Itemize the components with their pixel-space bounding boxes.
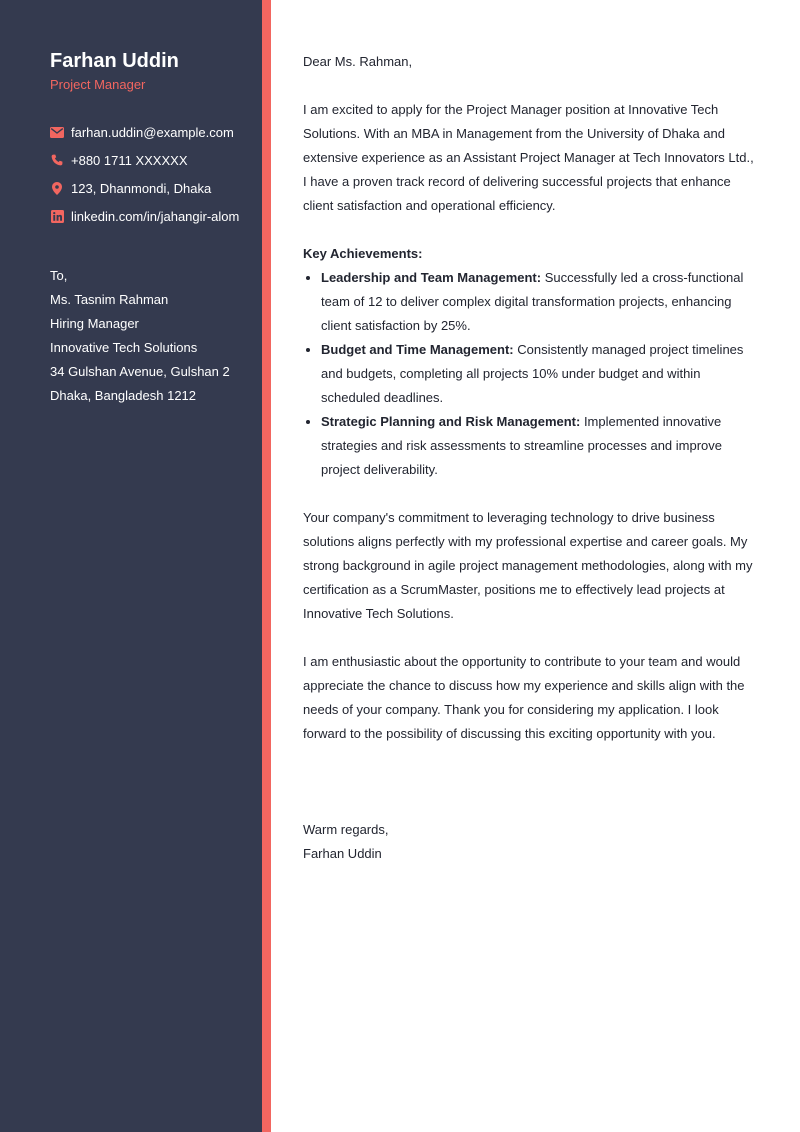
location-pin-icon [50, 181, 64, 195]
letter-body [303, 50, 755, 866]
achievements-title: Key Achievements: [303, 246, 423, 261]
contact-phone[interactable] [50, 146, 255, 174]
accent-stripe [262, 0, 271, 1132]
contact-phone-text: +880 1711 XXXXXX [71, 152, 188, 168]
recipient-address-line2: Dhaka, Bangladesh 1212 [50, 388, 197, 403]
phone-icon [50, 153, 64, 167]
contact-email-text: farhan.uddin@example.com [71, 124, 234, 140]
achievement-text: Implemented innovative strategies and risk assessments to streamline processes and improve project deliverability. [321, 414, 723, 477]
sidebar [0, 0, 262, 1132]
linkedin-icon [50, 209, 64, 223]
achievement-label: Leadership and Team Management: [321, 270, 542, 285]
letter-signature: Farhan Uddin [303, 846, 382, 861]
achievement-item [321, 266, 755, 338]
recipient-position: Hiring Manager [50, 316, 139, 331]
achievement-text: Consistently managed project timelines and budgets, completing all projects 10% under budget and within scheduled deadlines. [321, 342, 744, 405]
contact-linkedin[interactable] [50, 202, 255, 230]
recipient-address-line1: 34 Gulshan Avenue, Gulshan 2 [50, 364, 230, 379]
achievement-item [321, 410, 755, 482]
contact-email[interactable] [50, 118, 255, 146]
recipient-name: Ms. Tasnim Rahman [50, 292, 169, 307]
letter-greeting: Dear Ms. Rahman, [303, 54, 413, 69]
sender-title: Project Manager [50, 77, 146, 92]
recipient-block [50, 264, 255, 408]
recipient-to-label: To, [50, 268, 68, 283]
achievement-label: Budget and Time Management: [321, 342, 514, 357]
achievement-label: Strategic Planning and Risk Management: [321, 414, 581, 429]
contact-location [50, 174, 255, 202]
email-icon [50, 125, 64, 139]
letter-body-paragraph-2: I am enthusiastic about the opportunity to contribute to your team and would appreciate the chance to discuss how my experience and skills align with the needs of your company. Thank you for considering my application. I look forward to the possibility of discussing this exciting opportunity with you. [303, 654, 745, 741]
letter-intro-paragraph: I am excited to apply for the Project Manager position at Innovative Tech Solutions. With an MBA in Management from the University of Dhaka and extensive experience as an Assistant Project Manager at Tech Innovators Ltd., I have a proven track record of delivering successful projects that enhance client satisfaction and operational efficiency. [303, 102, 754, 213]
contact-linkedin-text: linkedin.com/in/jahangir-alom [71, 208, 240, 224]
achievement-item [321, 338, 755, 410]
achievements-list [303, 266, 755, 482]
letter-closing: Warm regards, [303, 822, 389, 837]
recipient-company: Innovative Tech Solutions [50, 340, 198, 355]
contact-location-text: 123, Dhanmondi, Dhaka [71, 180, 212, 196]
letter-body-paragraph-1: Your company's commitment to leveraging technology to drive business solutions aligns perfectly with my professional expertise and career goals. My strong background in agile project management methodologies, along with my certification as a ScrumMaster, positions me to effectively lead projects at Innovative Tech Solutions. [303, 510, 753, 621]
sender-name: Farhan Uddin [50, 50, 179, 72]
contact-list [50, 118, 255, 230]
achievement-text: Successfully led a cross-functional team of 12 to deliver complex digital transformation projects, enhancing client satisfaction by 25%. [321, 270, 744, 333]
